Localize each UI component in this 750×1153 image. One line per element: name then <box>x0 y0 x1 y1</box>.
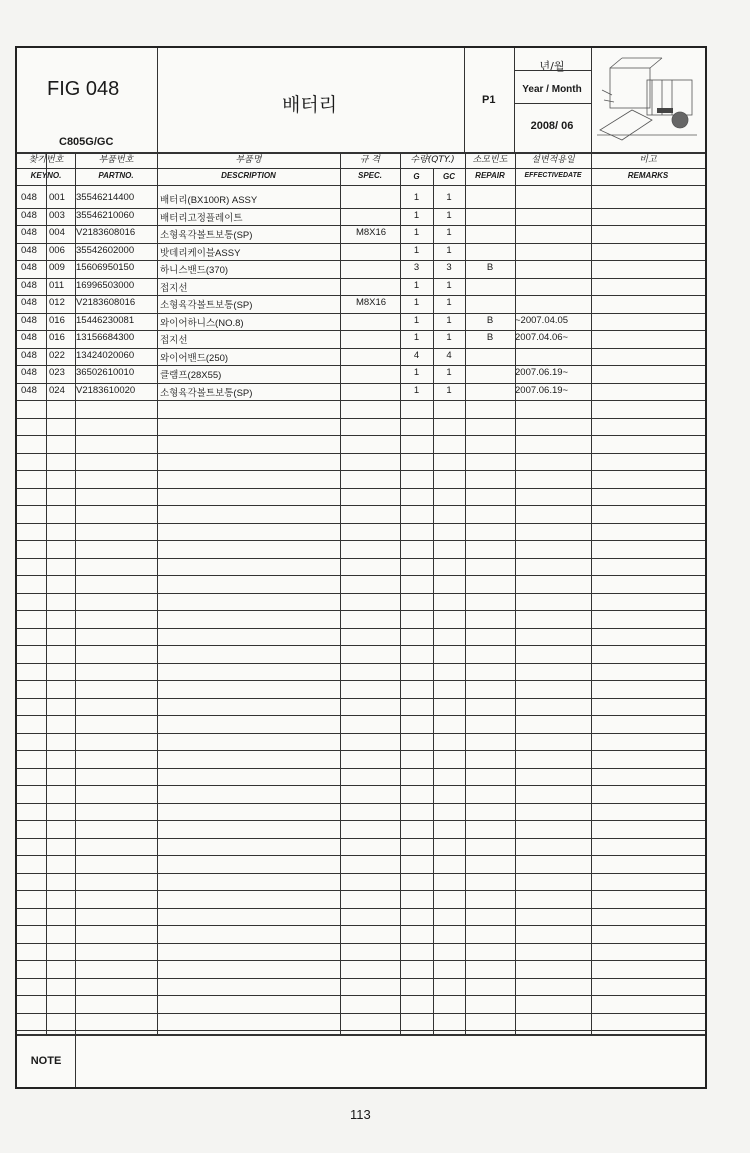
grid-line <box>17 575 705 576</box>
col-rem-ko: 비고 <box>639 155 657 165</box>
grid-line <box>17 153 705 154</box>
qty-gc-cell: 1 <box>446 332 452 343</box>
key-number-cell: 012 <box>49 297 65 308</box>
table-row <box>17 208 705 226</box>
grid-line <box>17 185 705 186</box>
qty-gc-cell: 1 <box>446 384 452 396</box>
grid-line <box>17 488 705 489</box>
repair-cell: B <box>486 262 494 273</box>
grid-line <box>17 890 705 891</box>
description-cell: 배터리고정플레이트 <box>160 212 243 224</box>
grid-line <box>17 435 705 436</box>
grid-line <box>464 48 465 152</box>
grid-line <box>17 540 705 541</box>
part-number-cell: 35546210060 <box>76 209 135 221</box>
grid-line <box>17 733 705 734</box>
grid-line <box>17 943 705 944</box>
part-number-cell: 13156684300 <box>76 332 135 343</box>
part-number-cell: 35546214400 <box>76 192 135 203</box>
col-desc-ko: 부품명 <box>235 155 262 165</box>
grid-line <box>17 820 705 821</box>
table-row <box>17 348 705 366</box>
qty-g-cell: 1 <box>413 192 420 203</box>
key-number-cell: 024 <box>49 384 65 396</box>
key-number-cell: 006 <box>49 244 65 256</box>
grid-line <box>17 610 705 611</box>
description-cell: 접지선 <box>160 335 188 346</box>
repair-cell: B <box>486 314 494 326</box>
description-cell: 배터리(BX100R) ASSY <box>160 195 258 206</box>
part-number-cell: V2183610020 <box>76 384 136 396</box>
table-row <box>17 383 705 401</box>
grid-line <box>17 470 705 471</box>
table-row <box>17 330 705 348</box>
part-number-cell: 35542602000 <box>76 244 135 256</box>
fig-number-cell: 048 <box>21 367 37 378</box>
part-number-cell: V2183608016 <box>76 297 136 308</box>
model-code: C805G/GC <box>59 136 114 148</box>
col-eff-en: EFFECTIVEDATE <box>524 172 582 179</box>
grid-line <box>17 383 705 384</box>
grid-line <box>17 558 705 559</box>
qty-gc-cell: 1 <box>446 367 452 378</box>
table-row <box>17 190 705 208</box>
qty-gc-cell: 1 <box>446 209 452 221</box>
col-eff-ko: 설변적용일 <box>531 155 575 165</box>
grid-line <box>17 978 705 979</box>
fig-number-cell: 048 <box>21 297 37 308</box>
key-number-cell: 011 <box>49 279 65 291</box>
page-number: 113 <box>350 1107 371 1122</box>
col-qty-g: G <box>413 172 420 181</box>
grid-line <box>17 400 705 401</box>
table-row <box>17 295 705 313</box>
qty-gc-cell: 1 <box>446 227 452 238</box>
grid-line <box>17 208 705 209</box>
key-number-cell: 016 <box>49 332 65 343</box>
col-qty-gc: GC <box>443 172 455 181</box>
table-row <box>17 260 705 278</box>
grid-line <box>514 70 591 71</box>
grid-line <box>17 698 705 699</box>
qty-g-cell: 1 <box>413 244 420 256</box>
year-month-en: Year / Month <box>522 84 582 95</box>
grid-line <box>17 348 705 349</box>
grid-line <box>17 453 705 454</box>
effective-date-cell: 2007.06.19~ <box>515 384 569 396</box>
fig-number-cell: 048 <box>21 227 37 238</box>
fig-number-cell: 048 <box>21 262 37 273</box>
fig-number-cell: 048 <box>21 332 37 343</box>
grid-line <box>17 1013 705 1014</box>
key-number-cell: 016 <box>49 314 65 326</box>
grid-line <box>17 855 705 856</box>
grid-line <box>17 645 705 646</box>
page-title: 배터리 <box>282 94 338 116</box>
effective-date-cell: ~2007.04.05 <box>515 314 569 326</box>
grid-line <box>17 1030 705 1031</box>
col-spec-en: SPEC. <box>357 171 382 180</box>
part-number-cell: 13424020060 <box>76 349 135 361</box>
fig-number-cell: 048 <box>21 209 37 221</box>
effective-date-cell: 2007.04.06~ <box>515 332 569 343</box>
grid-line <box>17 715 705 716</box>
grid-line <box>17 505 705 506</box>
table-row <box>17 278 705 296</box>
key-number-cell: 022 <box>49 349 65 361</box>
spec-cell: M8X16 <box>355 297 387 308</box>
description-cell: 소형육각볼트보통(SP) <box>160 300 253 311</box>
grid-line <box>17 680 705 681</box>
grid-line <box>514 103 591 104</box>
grid-line <box>17 908 705 909</box>
col-desc-en: DESCRIPTION <box>221 171 276 180</box>
qty-gc-cell: 1 <box>446 279 452 291</box>
grid-line <box>17 243 705 244</box>
issue-date: 2008/ 06 <box>530 120 574 132</box>
grid-line <box>75 1034 76 1087</box>
table-row <box>17 365 705 383</box>
col-repair-ko: 소모빈도 <box>472 155 508 165</box>
part-number-cell: 16996503000 <box>76 279 135 291</box>
qty-g-cell: 1 <box>413 384 420 396</box>
description-cell: 와이어하니스(NO.8) <box>160 317 244 329</box>
grid-line <box>17 785 705 786</box>
grid-line <box>17 1035 705 1036</box>
grid-line <box>17 593 705 594</box>
grid-line <box>17 663 705 664</box>
col-key-en: KEYNO. <box>30 171 62 180</box>
grid-line <box>17 873 705 874</box>
parts-sheet <box>15 46 707 1089</box>
grid-line <box>433 168 434 1034</box>
qty-g-cell: 1 <box>413 227 420 238</box>
col-qty-ko: 수량(QTY.) <box>410 155 455 165</box>
table-row <box>17 313 705 331</box>
col-spec-ko: 규 격 <box>359 155 381 165</box>
description-cell: 와이어밴드(250) <box>160 352 229 364</box>
qty-g-cell: 1 <box>413 367 420 378</box>
repair-cell: B <box>486 332 494 343</box>
part-number-cell: 36502610010 <box>76 367 135 378</box>
description-cell: 소형육각볼트보통(SP) <box>160 387 253 399</box>
grid-line <box>591 48 592 152</box>
grid-line <box>17 313 705 314</box>
col-rem-en: REMARKS <box>627 171 669 180</box>
qty-g-cell: 1 <box>413 209 420 221</box>
harvester-drawing-image <box>592 50 705 150</box>
qty-gc-cell: 1 <box>446 244 452 256</box>
qty-g-cell: 1 <box>413 297 420 308</box>
description-cell: 클램프(28X55) <box>160 370 222 381</box>
key-number-cell: 004 <box>49 227 65 238</box>
col-part-en: PARTNO. <box>98 171 134 180</box>
note-label: NOTE <box>30 1054 62 1067</box>
fig-number-cell: 048 <box>21 192 37 203</box>
table-row <box>17 225 705 243</box>
part-number-cell: 15446230081 <box>76 314 135 326</box>
fig-number-cell: 048 <box>21 279 37 291</box>
fig-number-cell: 048 <box>21 384 37 396</box>
key-number-cell: 003 <box>49 209 65 221</box>
page-label: P1 <box>482 94 496 106</box>
description-cell: 접지선 <box>160 282 188 294</box>
fig-number-cell: 048 <box>21 349 37 361</box>
qty-g-cell: 1 <box>413 279 420 291</box>
key-number-cell: 001 <box>49 192 65 203</box>
fig-number: FIG 048 <box>47 78 120 100</box>
grid-line <box>157 48 158 152</box>
effective-date-cell: 2007.06.19~ <box>515 367 569 378</box>
grid-line <box>17 365 705 366</box>
key-number-cell: 009 <box>49 262 65 273</box>
description-cell: 밧데리케이블ASSY <box>160 247 241 259</box>
grid-line <box>17 295 705 296</box>
col-key-ko: 찾기번호 <box>28 155 64 165</box>
description-cell: 소형육각볼트보통(SP) <box>160 230 253 241</box>
col-part-ko: 부품번호 <box>98 155 134 165</box>
grid-line <box>17 628 705 629</box>
fig-number-cell: 048 <box>21 314 37 326</box>
grid-line <box>17 995 705 996</box>
grid-line <box>17 768 705 769</box>
fig-number-cell: 048 <box>21 244 37 256</box>
qty-gc-cell: 1 <box>446 192 452 203</box>
table-row <box>17 243 705 261</box>
key-number-cell: 023 <box>49 367 65 378</box>
grid-line <box>17 260 705 261</box>
year-month-ko: 년/월 <box>539 60 565 73</box>
qty-gc-cell: 1 <box>446 314 452 326</box>
qty-g-cell: 3 <box>413 262 420 273</box>
grid-line <box>17 168 705 169</box>
grid-line <box>17 925 705 926</box>
qty-g-cell: 4 <box>413 349 420 361</box>
grid-line <box>17 750 705 751</box>
grid-line <box>17 225 705 226</box>
qty-gc-cell: 1 <box>446 297 452 308</box>
grid-line <box>17 330 705 331</box>
description-cell: 하니스밴드(370) <box>160 265 229 276</box>
qty-g-cell: 1 <box>413 332 420 343</box>
grid-line <box>17 803 705 804</box>
part-number-cell: 15606950150 <box>76 262 135 273</box>
qty-gc-cell: 3 <box>446 262 452 273</box>
grid-line <box>17 523 705 524</box>
qty-g-cell: 1 <box>413 314 420 326</box>
qty-gc-cell: 4 <box>446 349 452 361</box>
grid-line <box>17 960 705 961</box>
col-repair-en: REPAIR <box>475 171 505 180</box>
part-number-cell: V2183608016 <box>76 227 136 238</box>
spec-cell: M8X16 <box>355 227 387 238</box>
grid-line <box>17 278 705 279</box>
grid-line <box>514 48 515 152</box>
grid-line <box>17 838 705 839</box>
grid-line <box>17 418 705 419</box>
